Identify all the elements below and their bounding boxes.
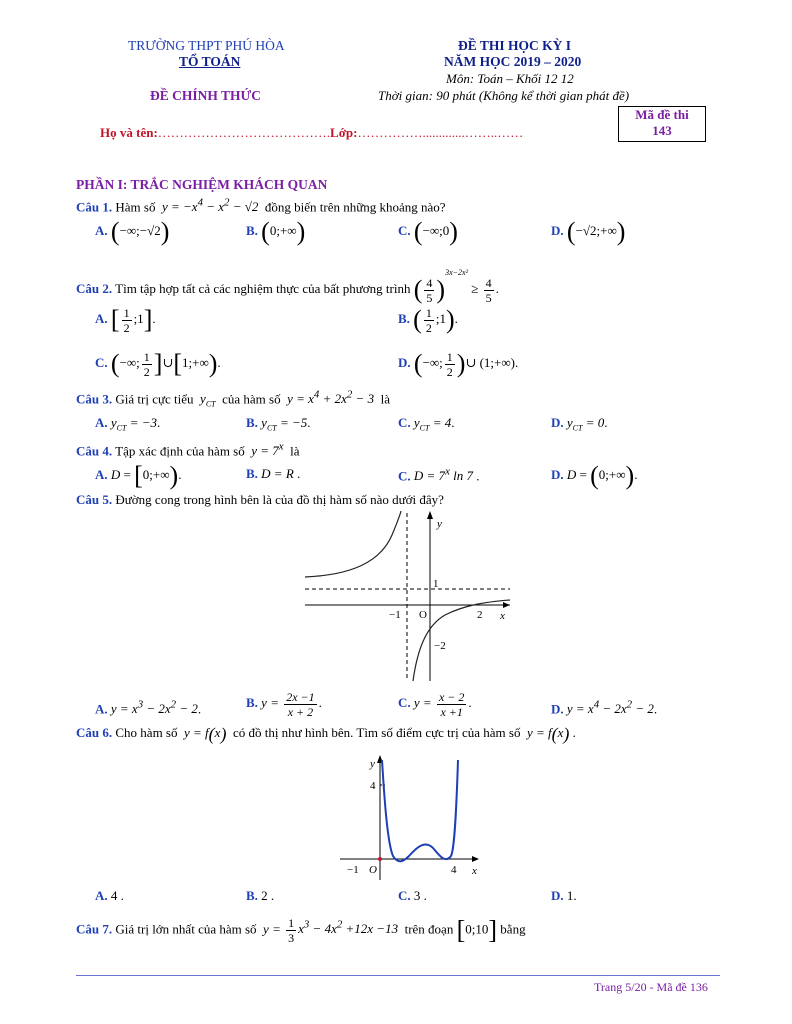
q3-label: Câu 3.: [76, 391, 113, 407]
q4-post: là: [290, 443, 300, 459]
q7-label: Câu 7.: [76, 921, 113, 937]
q1-formula: $y = -x^4 - x^2 - √2$: [158, 197, 262, 215]
q4-option-d[interactable]: D. D = (0;+∞).: [551, 461, 638, 490]
q5-label-neg-one: −1: [389, 609, 401, 621]
q1-option-d[interactable]: D. (−√2;+∞): [551, 217, 626, 246]
q6-graph: [335, 752, 485, 882]
q5-label-origin: O: [419, 609, 427, 621]
q1-option-b[interactable]: B. (0;+∞): [246, 217, 306, 246]
department: TỔ TOÁN: [179, 54, 241, 69]
school-name: TRƯỜNG THPT PHÚ HÒA: [128, 38, 285, 53]
q6-label-four-x: 4: [451, 864, 457, 876]
q2-option-c[interactable]: C. (−∞; $\frac{1}{2}$ ]∪[1;+∞).: [95, 349, 221, 379]
q6-option-b[interactable]: B. 2 .: [246, 888, 275, 903]
q5-option-a[interactable]: A. $y = x^3 - 2x^2 - 2$.: [95, 699, 202, 717]
question-2: Câu 2. Tìm tập hợp tất cả các nghiệm thực của bất phương trình ( $\frac{4}{5}$ )$^{3x-2x^2}$ ≥ $\frac{4}{5}$ .: [76, 268, 499, 305]
q5-text: Đường cong trong hình bên là của đồ thị hàm số nào dưới đây?: [115, 492, 444, 507]
q5-graph: [300, 505, 515, 685]
q4-option-c[interactable]: C. $D = 7^x$ ln 7 .: [398, 466, 480, 484]
exam-code: 143: [652, 123, 672, 138]
q6-option-d[interactable]: D. 1.: [551, 888, 577, 903]
q1-label: Câu 1.: [76, 199, 113, 215]
exam-time: Thời gian: 90 phút (Không kể thời gian phát đề): [378, 88, 630, 103]
q3-pre: Giá trị cực tiểu: [115, 391, 194, 407]
name-label: Họ và tên:: [100, 125, 158, 140]
q5-x-label: x: [500, 610, 505, 622]
name-dots: ………………………………….: [157, 125, 331, 140]
exam-code-label: Mã đề thi: [635, 107, 689, 122]
subject: Môn: Toán – Khối 12 12: [446, 71, 574, 86]
q7-pre: Giá trị lớn nhất của hàm số: [115, 921, 257, 937]
class-dots: …………….............……..……: [357, 125, 524, 140]
q6-x-label: x: [472, 865, 477, 877]
q4-option-a[interactable]: A. D = [0;+∞).: [95, 461, 182, 490]
question-4: Câu 4. Tập xác định của hàm số $y = 7^x$ là: [76, 441, 300, 459]
q2-option-d[interactable]: D. (−∞; $\frac{1}{2}$ )∪ (1;+∞).: [398, 349, 519, 379]
q6-label: Câu 6.: [76, 724, 113, 740]
q1-post: đồng biến trên những khoảng nào?: [264, 199, 446, 215]
exam-code-box: [618, 106, 706, 142]
question-7: Câu 7. Giá trị lớn nhất của hàm số y = $\frac{1}{3}$ $x^3 - 4x^2 +12x -13$ trên đoạn [0;10] bằng: [76, 915, 526, 945]
q3-post: là: [380, 391, 390, 407]
class-label: Lớp:: [330, 125, 358, 140]
official-label: ĐỀ CHÍNH THỨC: [150, 88, 262, 103]
q5-option-c[interactable]: C. y = $\frac{x - 2}{x +1}$ .: [398, 689, 472, 719]
student-name-line: [100, 125, 523, 141]
section-title: PHẦN I: TRẮC NGHIỆM KHÁCH QUAN: [76, 177, 328, 192]
q5-label-neg-two: −2: [434, 640, 446, 652]
q2-option-b[interactable]: B. ( $\frac{1}{2}$ ;1).: [398, 305, 458, 335]
q3-option-d[interactable]: D. $y_{CT} = 0$.: [551, 415, 608, 433]
q6-option-c[interactable]: C. 3 .: [398, 888, 427, 903]
q5-option-d[interactable]: D. $y = x^4 - 2x^2 - 2$.: [551, 699, 658, 717]
q6-label-four-y: 4: [370, 780, 376, 792]
q5-y-label: y: [437, 518, 442, 530]
q7-post: bằng: [500, 921, 526, 937]
q5-label-one: 1: [433, 578, 439, 590]
question-6: Câu 6. Cho hàm số y = f(x) có đồ thị như hình bên. Tìm số điểm cực trị của hàm số y = f(x) .: [76, 724, 576, 744]
q6-pre: Cho hàm số: [115, 724, 178, 740]
q2-text: Tìm tập hợp tất cả các nghiệm thực của bất phương trình: [115, 281, 411, 296]
q4-option-b[interactable]: B. D = R .: [246, 466, 301, 481]
q5-option-b[interactable]: B. y = $\frac{2x -1}{x + 2}$ .: [246, 689, 322, 719]
q6-mid: có đồ thị như hình bên. Tìm số điểm cực trị của hàm số: [232, 724, 521, 740]
q3-option-b[interactable]: B. $y_{CT} = -5$.: [246, 415, 311, 433]
question-3: Câu 3. Giá trị cực tiểu $y_{CT}$ của hàm số $y = x^4 + 2x^2 - 3$ là: [76, 389, 390, 409]
q1-pre: Hàm số: [115, 199, 156, 215]
q5-label: Câu 5.: [76, 492, 113, 507]
q1-option-c[interactable]: C. (−∞;0): [398, 217, 458, 246]
q2-label: Câu 2.: [76, 281, 113, 296]
q6-option-a[interactable]: A. 4 .: [95, 888, 124, 903]
q4-pre: Tập xác định của hàm số: [115, 443, 245, 459]
q2-option-a[interactable]: A. [ $\frac{1}{2}$ ;1].: [95, 305, 156, 335]
q4-label: Câu 4.: [76, 443, 113, 459]
q3-option-c[interactable]: C. $y_{CT} = 4$.: [398, 415, 455, 433]
page-footer: Trang 5/20 - Mã đề 136: [594, 980, 708, 994]
q1-option-a[interactable]: A. (−∞;−√2): [95, 217, 170, 246]
q5-label-two: 2: [477, 609, 483, 621]
q6-y-label: y: [370, 758, 375, 770]
school-year: NĂM HỌC 2019 – 2020: [444, 54, 582, 69]
question-1: [76, 197, 446, 215]
q6-label-origin: O: [369, 864, 377, 876]
exam-title: ĐỀ THI HỌC KỲ I: [458, 38, 572, 53]
q6-label-neg-one: −1: [347, 864, 359, 876]
q7-mid: trên đoạn: [404, 921, 454, 937]
q3-option-a[interactable]: A. $y_{CT} = -3$.: [95, 415, 161, 433]
q3-mid: của hàm số: [222, 391, 281, 407]
footer-divider: [76, 975, 720, 976]
